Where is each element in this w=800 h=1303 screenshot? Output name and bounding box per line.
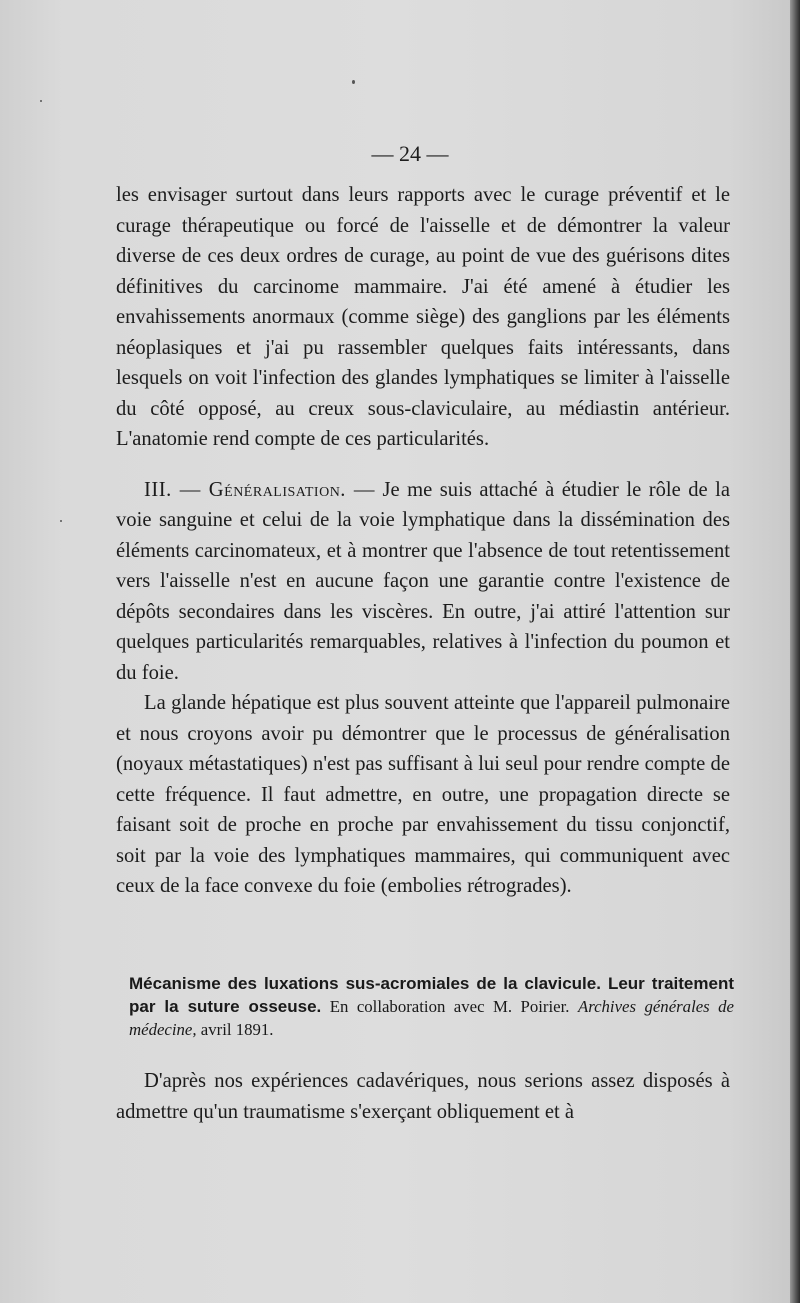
paragraph-generalisation — [116, 475, 730, 689]
reference-date: avril 1891. — [200, 1020, 274, 1039]
paragraph-generalisation-text: Je me suis attaché à étudier le rôle de la voie sanguine et celui de la voie lymphatique dans la dissémination des éléments carcinomateux, et à montrer que l'absence de tout retentissement vers l'aisselle n'est en aucune façon une garantie contre l'existence de dépôts secondaires dans les viscères. En outre, j'ai attiré l'attention sur quelques particularités remarquables, relatives à l'infection du poumon et du foie. — [116, 478, 730, 684]
paper-speck — [40, 100, 42, 102]
paragraph-experiences: D'après nos expériences cadavériques, nous serions assez disposés à admettre qu'un traumatisme s'exerçant obliquement et à — [116, 1070, 730, 1123]
paper-speck — [60, 520, 62, 522]
reference-title: Mécanisme des luxations sus-acromiales de la clavicule. Leur traitement par la suture osseuse. — [129, 974, 734, 1016]
page-edge-shadow — [790, 0, 800, 1303]
body-text — [116, 180, 730, 902]
bibliographic-reference — [129, 972, 734, 1041]
section-heading-generalisation: III. — Généralisation. — — [144, 478, 376, 501]
page-number: — 24 — — [371, 141, 449, 166]
reference-journal: Archives générales de médecine, — [129, 997, 734, 1039]
paragraph-curage: les envisager surtout dans leurs rapports avec le curage préventif et le curage thérapeutique ou forcé de l'aisselle et de démontrer la valeur diverse de ces deux ordres de curage, au point de vue des guérisons dites définitives du carcinome mammaire. J'ai été amené à étudier les envahissements anormaux (comme siège) des ganglions par les éléments néoplasiques et j'ai pu rassembler quelques faits intéressants, dans lesquels on voit l'infection des glandes lymphatiques se limiter à l'aisselle du côté opposé, au creux sous-claviculaire, au médiastin antérieur. L'anatomie rend compte de ces particularités. — [116, 184, 730, 450]
paragraph-hepatique: La glande hépatique est plus souvent atteinte que l'appareil pulmonaire et nous croyons avoir pu démontrer que le processus de généralisation (noyaux métastatiques) n'est pas suffisant à lui seul pour rendre compte de cette fréquence. Il faut admettre, en outre, une propagation directe se faisant soit de proche en proche par envahissement du tissu conjonctif, soit par la voie des lymphatiques mammaires, qui communiquent avec ceux de la face convexe du foie (embolies rétrogrades). — [116, 692, 730, 897]
paper-speck — [352, 80, 355, 84]
reference-collaboration: En collaboration avec M. Poirier. — [329, 997, 570, 1016]
